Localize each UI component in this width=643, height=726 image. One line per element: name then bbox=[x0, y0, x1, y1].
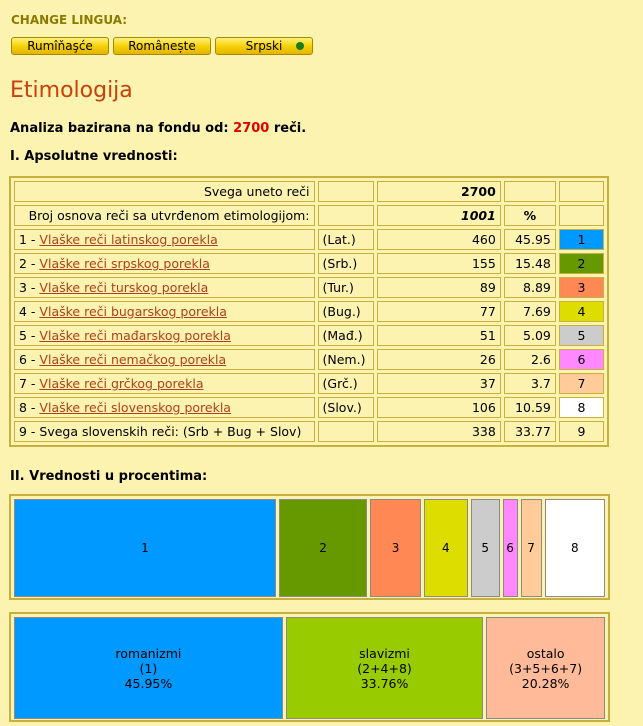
origin-abbreviation: (Slov.) bbox=[318, 397, 374, 418]
row-prefix: 6 - bbox=[19, 352, 40, 367]
origin-abbreviation: (Nem.) bbox=[318, 349, 374, 370]
summary-percent: 33.77 bbox=[504, 421, 556, 442]
absolute-values-table bbox=[9, 176, 609, 447]
table-row bbox=[14, 253, 604, 274]
percent-segment: 8 bbox=[545, 499, 605, 597]
analysis-summary bbox=[10, 121, 306, 136]
percent-segment: 7 bbox=[521, 499, 542, 597]
empty-cell bbox=[318, 181, 374, 202]
row-prefix: 4 - bbox=[19, 304, 40, 319]
word-count: 51 bbox=[377, 325, 501, 346]
group-name: romanizmi bbox=[115, 645, 182, 661]
empty-cell bbox=[318, 421, 374, 442]
etymology-link[interactable]: Vlaške reči bugarskog porekla bbox=[39, 304, 227, 319]
table-row bbox=[14, 373, 604, 394]
color-key: 8 bbox=[559, 397, 604, 418]
total-value: 2700 bbox=[377, 181, 501, 202]
change-language-label: CHANGE LINGUA: bbox=[11, 13, 128, 27]
row-label bbox=[14, 397, 315, 418]
summary-value: 338 bbox=[377, 421, 501, 442]
row-label bbox=[14, 253, 315, 274]
percent-value: 45.95 bbox=[504, 229, 556, 250]
group-percent: 45.95% bbox=[124, 675, 173, 691]
row-prefix: 1 - bbox=[19, 232, 40, 247]
group-members: (2+4+8) bbox=[357, 660, 412, 676]
analysis-prefix: Analiza bazirana na fondu od: bbox=[10, 121, 229, 136]
total-label: Svega uneto reči bbox=[14, 181, 315, 202]
origin-abbreviation: (Grč.) bbox=[318, 373, 374, 394]
percent-value: 10.59 bbox=[504, 397, 556, 418]
language-button-romaneste[interactable] bbox=[113, 37, 211, 55]
percent-segment: 5 bbox=[471, 499, 500, 597]
etymology-link[interactable]: Vlaške reči srpskog porekla bbox=[39, 256, 210, 271]
etymology-link[interactable]: Vlaške reči nemačkog porekla bbox=[39, 352, 227, 367]
section-absolute-title: I. Apsolutne vrednosti: bbox=[10, 149, 178, 164]
origin-abbreviation: (Mađ.) bbox=[318, 325, 374, 346]
base-label: Broj osnova reči sa utvrđenom etimologijom: bbox=[14, 205, 315, 226]
row-label bbox=[14, 325, 315, 346]
percent-value: 2.6 bbox=[504, 349, 556, 370]
group-percent: 33.76% bbox=[360, 675, 409, 691]
group-bar-chart bbox=[9, 612, 610, 722]
word-count: 460 bbox=[377, 229, 501, 250]
table-row bbox=[14, 349, 604, 370]
table-row bbox=[14, 397, 604, 418]
percent-bar-chart bbox=[9, 494, 610, 600]
group-name: ostalo bbox=[526, 645, 565, 661]
row-prefix: 8 - bbox=[19, 400, 40, 415]
percent-header: % bbox=[504, 205, 556, 226]
word-count: 26 bbox=[377, 349, 501, 370]
active-language-dot-icon bbox=[296, 42, 304, 50]
empty-cell bbox=[504, 181, 556, 202]
percent-value: 7.69 bbox=[504, 301, 556, 322]
row-prefix: 7 - bbox=[19, 376, 40, 391]
base-value: 1001 bbox=[377, 205, 501, 226]
percent-segment: 3 bbox=[370, 499, 421, 597]
language-button-label: Rumîňaşće bbox=[27, 39, 93, 53]
language-button-label: Srpski bbox=[245, 39, 283, 53]
group-members: (3+5+6+7) bbox=[509, 660, 583, 676]
group-segment bbox=[486, 617, 605, 719]
group-percent: 20.28% bbox=[521, 675, 570, 691]
color-key: 3 bbox=[559, 277, 604, 298]
group-segment bbox=[286, 617, 483, 719]
summary-label: 9 - Svega slovenskih reči: (Srb + Bug + Slov) bbox=[14, 421, 315, 442]
word-count: 77 bbox=[377, 301, 501, 322]
empty-cell bbox=[559, 181, 604, 202]
word-count: 89 bbox=[377, 277, 501, 298]
row-prefix: 2 - bbox=[19, 256, 40, 271]
table-row-summary bbox=[14, 421, 604, 442]
etymology-link[interactable]: Vlaške reči latinskog porekla bbox=[39, 232, 218, 247]
row-label bbox=[14, 301, 315, 322]
origin-abbreviation: (Bug.) bbox=[318, 301, 374, 322]
color-key: 2 bbox=[559, 253, 604, 274]
word-count: 155 bbox=[377, 253, 501, 274]
etymology-link[interactable]: Vlaške reči grčkog porekla bbox=[39, 376, 204, 391]
language-button-rumanasce[interactable] bbox=[11, 37, 109, 55]
group-segment bbox=[14, 617, 283, 719]
table-row-base bbox=[14, 205, 604, 226]
row-label bbox=[14, 277, 315, 298]
summary-key: 9 bbox=[559, 421, 604, 442]
color-key: 4 bbox=[559, 301, 604, 322]
color-key: 5 bbox=[559, 325, 604, 346]
language-button-srpski[interactable] bbox=[215, 37, 313, 55]
table-row bbox=[14, 301, 604, 322]
empty-cell bbox=[318, 205, 374, 226]
percent-segment: 6 bbox=[503, 499, 518, 597]
percent-value: 15.48 bbox=[504, 253, 556, 274]
color-key: 6 bbox=[559, 349, 604, 370]
analysis-suffix: reči. bbox=[273, 121, 307, 136]
group-name: slavizmi bbox=[359, 645, 410, 661]
percent-value: 5.09 bbox=[504, 325, 556, 346]
row-label bbox=[14, 229, 315, 250]
table-row bbox=[14, 229, 604, 250]
row-label bbox=[14, 349, 315, 370]
word-count: 106 bbox=[377, 397, 501, 418]
table-row-total bbox=[14, 181, 604, 202]
language-button-label: Românește bbox=[128, 39, 196, 53]
percent-value: 3.7 bbox=[504, 373, 556, 394]
percent-segment: 1 bbox=[14, 499, 276, 597]
row-prefix: 5 - bbox=[19, 328, 40, 343]
table-row bbox=[14, 277, 604, 298]
empty-cell bbox=[559, 205, 604, 226]
word-count: 37 bbox=[377, 373, 501, 394]
row-label bbox=[14, 373, 315, 394]
color-key: 7 bbox=[559, 373, 604, 394]
etymology-link[interactable]: Vlaške reči slovenskog porekla bbox=[39, 400, 231, 415]
origin-abbreviation: (Lat.) bbox=[318, 229, 374, 250]
color-key: 1 bbox=[559, 229, 604, 250]
etymology-link[interactable]: Vlaške reči turskog porekla bbox=[39, 280, 209, 295]
etymology-link[interactable]: Vlaške reči mađarskog porekla bbox=[39, 328, 231, 343]
row-prefix: 3 - bbox=[19, 280, 40, 295]
table-row bbox=[14, 325, 604, 346]
percent-segment: 4 bbox=[424, 499, 468, 597]
percent-value: 8.89 bbox=[504, 277, 556, 298]
percent-segment: 2 bbox=[279, 499, 367, 597]
origin-abbreviation: (Tur.) bbox=[318, 277, 374, 298]
group-members: (1) bbox=[139, 660, 158, 676]
origin-abbreviation: (Srb.) bbox=[318, 253, 374, 274]
language-buttons bbox=[11, 37, 313, 55]
analysis-word-count: 2700 bbox=[233, 121, 270, 136]
page-title: Etimologija bbox=[10, 78, 133, 103]
section-percent-title: II. Vrednosti u procentima: bbox=[10, 469, 208, 484]
